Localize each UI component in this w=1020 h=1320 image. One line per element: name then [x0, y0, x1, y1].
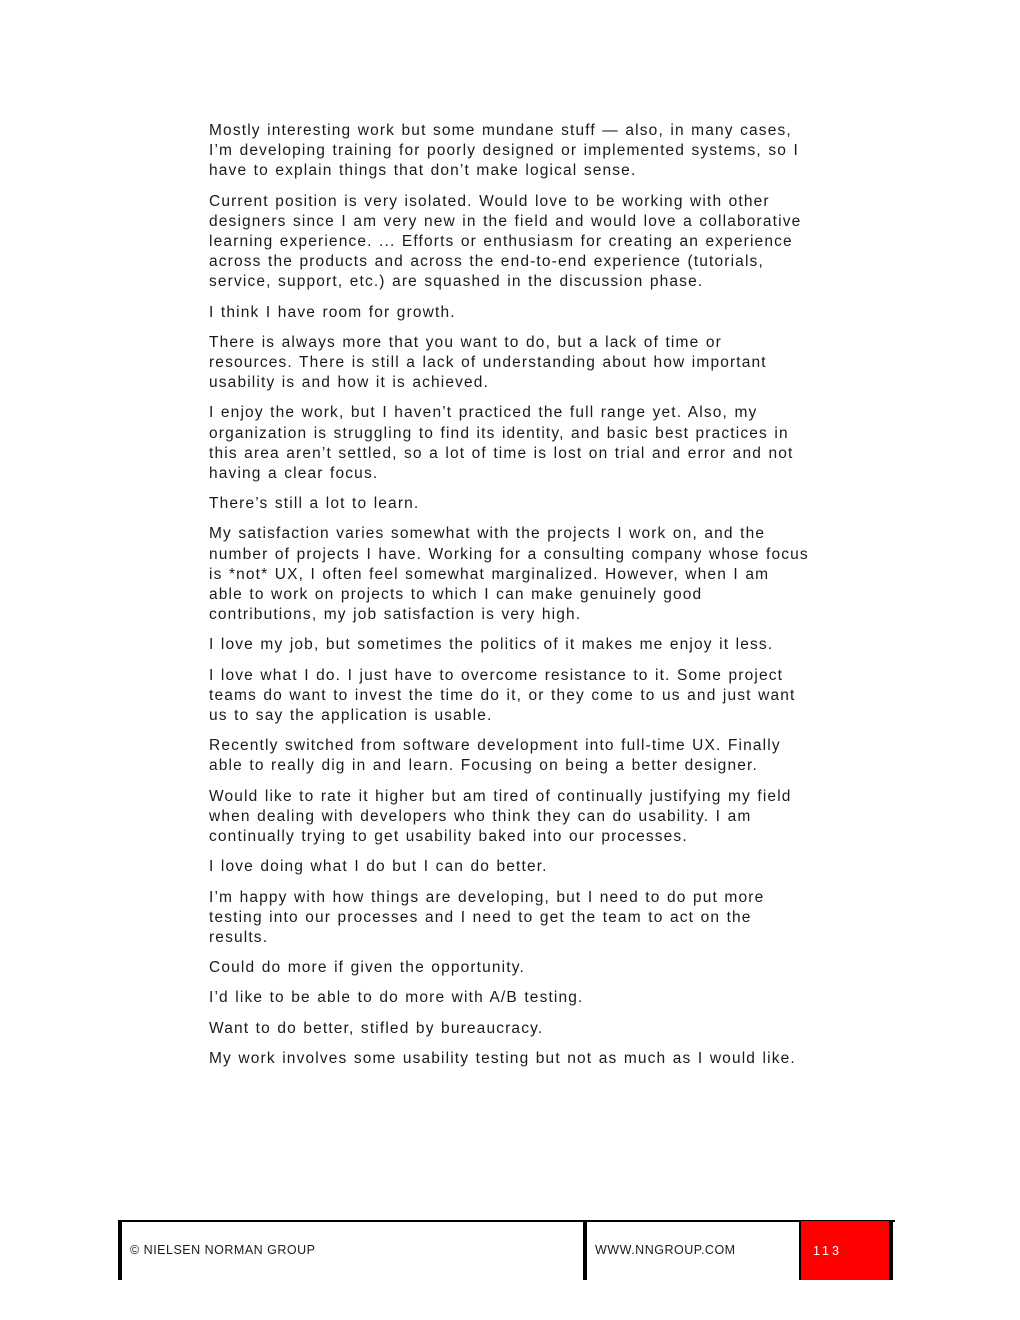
quote-paragraph: Want to do better, stifled by bureaucracy.: [209, 1019, 544, 1037]
footer-copyright: © NIELSEN NORMAN GROUP: [130, 1243, 316, 1257]
quote-paragraph: I think I have room for growth.: [209, 303, 456, 321]
quote-paragraph: Would like to rate it higher but am tired of continually justifying my field when dealing with developers who think they can do usability. I am continually trying to get usability baked into our processes.: [209, 787, 792, 846]
quote-paragraph: My work involves some usability testing but not as much as I would like.: [209, 1049, 796, 1067]
quote-paragraph: I love what I do. I just have to overcome resistance to it. Some project teams do want to invest the time do it, or they come to us and just want us to say the application is usable.: [209, 666, 796, 725]
footer-divider-line: [118, 1220, 895, 1222]
footer-end-bar: [889, 1220, 893, 1280]
quote-paragraph: I enjoy the work, but I haven’t practiced the full range yet. Also, my organization is struggling to find its identity, and basic best practices in this area aren’t settled, so a lot of time is lost on trial and error and not having a clear focus.: [209, 404, 794, 483]
quote-paragraph: There is always more that you want to do, but a lack of time or resources. There is still a lack of understanding about how important usability is and how it is achieved.: [209, 333, 767, 392]
quote-paragraph: My satisfaction varies somewhat with the projects I work on, and the number of projects I have. Working for a consulting company whose focus is *not* UX, I often feel somewhat marginalized. However, when I am able to work on projects to which I can make genuinely good contributions, my job satisfaction is very high.: [209, 525, 809, 624]
quote-paragraph: Current position is very isolated. Would love to be working with other designers since I am very new in the field and would love a collaborative learning experience. ... Efforts or enthusiasm for creating an experience across the products and across the end-to-end experience (tutorials, service, support, etc.) are squashed in the discussion phase.: [209, 192, 802, 291]
quote-paragraph: I’d like to be able to do more with A/B testing.: [209, 989, 584, 1007]
quote-list: [209, 121, 809, 1079]
footer-website: WWW.NNGROUP.COM: [595, 1243, 736, 1257]
quote-paragraph: I love doing what I do but I can do better.: [209, 858, 548, 876]
quote-paragraph: Mostly interesting work but some mundane stuff — also, in many cases, I’m developing training for poorly designed or implemented systems, so I have to explain things that don’t make logical sense.: [209, 122, 799, 180]
page-number: 113: [813, 1244, 842, 1258]
quote-paragraph: Recently switched from software development into full-time UX. Finally able to really dig in and learn. Focusing on being a better designer.: [209, 737, 781, 775]
footer-left-bar: [118, 1220, 122, 1280]
page-footer: [118, 1220, 895, 1280]
footer-middle-bar: [583, 1220, 587, 1280]
quote-paragraph: I love my job, but sometimes the politics of it makes me enjoy it less.: [209, 636, 774, 654]
quote-paragraph: I’m happy with how things are developing, but I need to do put more testing into our processes and I need to get the team to act on the results.: [209, 888, 765, 946]
quote-paragraph: Could do more if given the opportunity.: [209, 959, 525, 977]
quote-paragraph: There’s still a lot to learn.: [209, 495, 420, 513]
